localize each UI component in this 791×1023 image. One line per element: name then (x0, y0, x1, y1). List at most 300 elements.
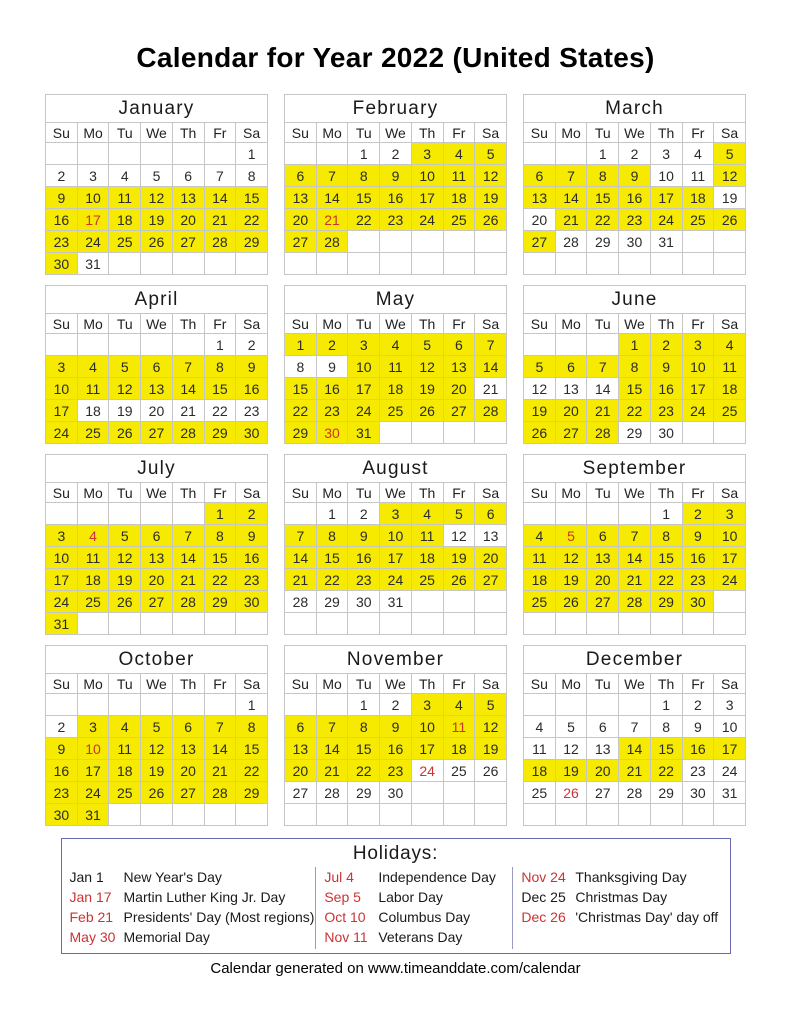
day-cell: 17 (411, 187, 443, 209)
day-cell: 22 (650, 569, 682, 591)
day-cell: 24 (77, 782, 109, 804)
weekday-header: Th (411, 674, 443, 694)
day-cell: 28 (172, 422, 204, 444)
weekday-row (285, 674, 507, 694)
week-row (524, 782, 746, 804)
day-cell: 2 (650, 334, 682, 356)
weekday-header: Sa (714, 123, 746, 143)
day-cell: 16 (619, 187, 651, 209)
day-cell: 23 (348, 569, 380, 591)
day-cell: 7 (316, 716, 348, 738)
week-row (285, 613, 507, 635)
weekday-header: Fr (682, 483, 714, 503)
day-cell: 6 (475, 503, 507, 525)
empty-day-cell (141, 143, 173, 165)
weekday-header: Th (650, 483, 682, 503)
day-cell: 23 (380, 760, 412, 782)
day-cell: 10 (77, 738, 109, 760)
day-cell: 4 (524, 716, 556, 738)
holidays-column-3 (512, 867, 729, 949)
day-cell: 11 (524, 547, 556, 569)
holiday-name: Independence Day (378, 869, 496, 885)
empty-day-cell (236, 253, 268, 275)
day-cell: 15 (348, 187, 380, 209)
empty-day-cell (650, 253, 682, 275)
day-cell: 23 (650, 400, 682, 422)
empty-day-cell (316, 694, 348, 716)
day-cell: 11 (109, 738, 141, 760)
day-cell: 21 (172, 400, 204, 422)
day-cell: 31 (380, 591, 412, 613)
day-cell: 12 (141, 738, 173, 760)
day-cell: 19 (475, 738, 507, 760)
empty-day-cell (77, 503, 109, 525)
day-cell: 3 (46, 356, 78, 378)
day-cell: 14 (172, 378, 204, 400)
month-title-row (285, 95, 507, 123)
day-cell: 28 (204, 782, 236, 804)
day-cell: 12 (109, 547, 141, 569)
day-cell: 25 (77, 422, 109, 444)
day-cell: 3 (77, 165, 109, 187)
weekday-row (524, 483, 746, 503)
weekday-header: Th (650, 314, 682, 334)
day-cell: 31 (46, 613, 78, 635)
holiday-entry (324, 887, 506, 907)
day-cell: 8 (587, 165, 619, 187)
empty-day-cell (46, 143, 78, 165)
empty-day-cell (236, 613, 268, 635)
weekday-header: We (380, 674, 412, 694)
week-row (524, 187, 746, 209)
day-cell: 9 (619, 165, 651, 187)
day-cell: 28 (475, 400, 507, 422)
empty-day-cell (524, 804, 556, 826)
week-row (524, 400, 746, 422)
empty-day-cell (443, 231, 475, 253)
week-row (524, 547, 746, 569)
month-title: June (524, 286, 746, 314)
day-cell: 5 (475, 143, 507, 165)
day-cell: 4 (109, 165, 141, 187)
holidays-column-2 (315, 867, 512, 949)
day-cell: 11 (682, 165, 714, 187)
day-cell: 23 (682, 760, 714, 782)
holiday-date: Jan 17 (69, 889, 112, 905)
day-cell: 13 (524, 187, 556, 209)
day-cell: 25 (714, 400, 746, 422)
day-cell: 8 (204, 525, 236, 547)
empty-day-cell (172, 694, 204, 716)
weekday-header: Sa (236, 123, 268, 143)
day-cell: 27 (555, 422, 587, 444)
weekday-header: Tu (348, 483, 380, 503)
month-february (284, 94, 507, 275)
empty-day-cell (204, 143, 236, 165)
empty-day-cell (204, 253, 236, 275)
week-row (46, 716, 268, 738)
day-cell: 26 (475, 209, 507, 231)
weekday-header: Su (524, 314, 556, 334)
weekday-header: Tu (109, 483, 141, 503)
weekday-header: Fr (204, 123, 236, 143)
day-cell: 31 (77, 253, 109, 275)
empty-day-cell (141, 503, 173, 525)
week-row (46, 165, 268, 187)
weekday-header: Mo (77, 483, 109, 503)
day-cell: 17 (46, 400, 78, 422)
day-cell: 3 (77, 716, 109, 738)
day-cell: 14 (316, 738, 348, 760)
day-cell: 5 (443, 503, 475, 525)
day-cell: 9 (316, 356, 348, 378)
empty-day-cell (380, 253, 412, 275)
day-cell: 22 (236, 760, 268, 782)
footer-note: Calendar generated on www.timeanddate.com/calendar (210, 960, 581, 977)
empty-day-cell (524, 613, 556, 635)
empty-day-cell (285, 613, 317, 635)
day-cell: 20 (555, 400, 587, 422)
day-cell: 20 (475, 547, 507, 569)
day-cell: 9 (46, 187, 78, 209)
day-cell: 10 (650, 165, 682, 187)
day-cell: 8 (348, 716, 380, 738)
weekday-header: We (141, 483, 173, 503)
weekday-header: Sa (475, 483, 507, 503)
day-cell: 30 (236, 591, 268, 613)
empty-day-cell (172, 143, 204, 165)
week-row (285, 143, 507, 165)
day-cell: 8 (619, 356, 651, 378)
week-row (285, 694, 507, 716)
empty-day-cell (587, 613, 619, 635)
day-cell: 15 (236, 187, 268, 209)
day-cell: 25 (524, 782, 556, 804)
day-cell: 12 (443, 525, 475, 547)
day-cell: 18 (682, 187, 714, 209)
day-cell: 17 (650, 187, 682, 209)
weekday-header: Th (411, 123, 443, 143)
empty-day-cell (285, 253, 317, 275)
empty-day-cell (682, 231, 714, 253)
day-cell: 29 (348, 782, 380, 804)
day-cell: 7 (587, 356, 619, 378)
empty-day-cell (77, 694, 109, 716)
month-september (523, 454, 746, 635)
day-cell: 22 (285, 400, 317, 422)
holiday-date: Nov 24 (521, 869, 566, 885)
day-cell: 25 (380, 400, 412, 422)
weekday-header: Th (172, 123, 204, 143)
holiday-entry (324, 927, 506, 947)
month-november (284, 645, 507, 826)
holiday-entry (70, 927, 310, 947)
day-cell: 9 (682, 525, 714, 547)
month-october (45, 645, 268, 826)
day-cell: 19 (475, 187, 507, 209)
day-cell: 23 (46, 231, 78, 253)
week-row (285, 760, 507, 782)
empty-day-cell (555, 694, 587, 716)
day-cell: 28 (172, 591, 204, 613)
day-cell: 13 (141, 547, 173, 569)
week-row (46, 591, 268, 613)
week-row (524, 525, 746, 547)
empty-day-cell (650, 613, 682, 635)
empty-day-cell (285, 143, 317, 165)
day-cell: 18 (524, 569, 556, 591)
empty-day-cell (555, 503, 587, 525)
day-cell: 29 (650, 591, 682, 613)
weekday-header: Tu (587, 123, 619, 143)
day-cell: 2 (236, 503, 268, 525)
day-cell: 18 (714, 378, 746, 400)
day-cell: 1 (619, 334, 651, 356)
holiday-date: Nov 11 (324, 929, 368, 945)
week-row (524, 209, 746, 231)
day-cell: 16 (682, 547, 714, 569)
week-row (285, 503, 507, 525)
week-row (46, 738, 268, 760)
month-title-row (46, 646, 268, 674)
empty-day-cell (77, 334, 109, 356)
month-december (523, 645, 746, 826)
week-row (46, 569, 268, 591)
holiday-name: Thanksgiving Day (575, 869, 687, 885)
empty-day-cell (316, 613, 348, 635)
weekday-header: Mo (555, 674, 587, 694)
empty-day-cell (172, 253, 204, 275)
day-cell: 18 (77, 569, 109, 591)
day-cell: 8 (285, 356, 317, 378)
day-cell: 21 (316, 209, 348, 231)
empty-day-cell (411, 804, 443, 826)
week-row (46, 804, 268, 826)
weekday-header: Tu (348, 674, 380, 694)
day-cell: 15 (650, 547, 682, 569)
weekday-row (524, 674, 746, 694)
day-cell: 13 (475, 525, 507, 547)
day-cell: 4 (443, 694, 475, 716)
day-cell: 22 (650, 760, 682, 782)
day-cell: 24 (411, 209, 443, 231)
day-cell: 5 (141, 165, 173, 187)
weekday-header: Su (285, 314, 317, 334)
month-title: August (285, 455, 507, 483)
day-cell: 10 (348, 356, 380, 378)
holiday-entry (70, 867, 310, 887)
week-row (524, 591, 746, 613)
holiday-date: Dec 26 (521, 909, 566, 925)
empty-day-cell (348, 253, 380, 275)
day-cell: 27 (443, 400, 475, 422)
month-january (45, 94, 268, 275)
day-cell: 27 (587, 782, 619, 804)
weekday-row (285, 483, 507, 503)
empty-day-cell (714, 613, 746, 635)
day-cell: 4 (411, 503, 443, 525)
empty-day-cell (109, 334, 141, 356)
day-cell: 10 (46, 547, 78, 569)
day-cell: 20 (587, 569, 619, 591)
months-grid (0, 94, 791, 826)
week-row (524, 378, 746, 400)
day-cell: 11 (443, 716, 475, 738)
holidays-column-1 (62, 867, 316, 949)
day-cell: 6 (587, 716, 619, 738)
day-cell: 18 (443, 738, 475, 760)
day-cell: 11 (443, 165, 475, 187)
month-title-row (285, 286, 507, 314)
day-cell: 14 (555, 187, 587, 209)
empty-day-cell (475, 591, 507, 613)
weekday-header: We (141, 314, 173, 334)
empty-day-cell (587, 253, 619, 275)
day-cell: 2 (619, 143, 651, 165)
weekday-header: Tu (587, 674, 619, 694)
day-cell: 7 (204, 165, 236, 187)
weekday-header: Sa (475, 314, 507, 334)
weekday-header: Th (172, 674, 204, 694)
month-title-row (285, 455, 507, 483)
empty-day-cell (236, 804, 268, 826)
day-cell: 1 (348, 143, 380, 165)
day-cell: 21 (285, 569, 317, 591)
empty-day-cell (204, 694, 236, 716)
weekday-header: Fr (204, 314, 236, 334)
weekday-header: Mo (555, 483, 587, 503)
day-cell: 22 (316, 569, 348, 591)
day-cell: 13 (141, 378, 173, 400)
week-row (285, 378, 507, 400)
day-cell: 7 (619, 716, 651, 738)
day-cell: 8 (236, 716, 268, 738)
weekday-header: Tu (348, 123, 380, 143)
day-cell: 17 (348, 378, 380, 400)
day-cell: 13 (172, 738, 204, 760)
day-cell: 25 (109, 782, 141, 804)
day-cell: 24 (411, 760, 443, 782)
week-row (285, 525, 507, 547)
empty-day-cell (714, 231, 746, 253)
day-cell: 20 (443, 378, 475, 400)
day-cell: 10 (77, 187, 109, 209)
day-cell: 3 (348, 334, 380, 356)
empty-day-cell (443, 253, 475, 275)
day-cell: 20 (172, 209, 204, 231)
day-cell: 11 (109, 187, 141, 209)
day-cell: 27 (172, 782, 204, 804)
month-title-row (524, 455, 746, 483)
empty-day-cell (380, 804, 412, 826)
month-june (523, 285, 746, 444)
day-cell: 15 (587, 187, 619, 209)
day-cell: 13 (285, 738, 317, 760)
day-cell: 3 (682, 334, 714, 356)
holiday-entry (324, 907, 506, 927)
week-row (524, 716, 746, 738)
day-cell: 22 (348, 209, 380, 231)
day-cell: 4 (109, 716, 141, 738)
month-july (45, 454, 268, 635)
holidays-columns (62, 867, 730, 949)
weekday-header: Su (46, 123, 78, 143)
day-cell: 4 (682, 143, 714, 165)
weekday-header: Th (650, 123, 682, 143)
empty-day-cell (524, 334, 556, 356)
weekday-header: Tu (587, 483, 619, 503)
week-row (46, 760, 268, 782)
holiday-name: 'Christmas Day' day off (575, 909, 719, 925)
weekday-row (285, 314, 507, 334)
day-cell: 12 (714, 165, 746, 187)
day-cell: 19 (411, 378, 443, 400)
weekday-header: Su (285, 674, 317, 694)
empty-day-cell (141, 613, 173, 635)
day-cell: 4 (524, 525, 556, 547)
day-cell: 28 (316, 782, 348, 804)
weekday-header: Fr (682, 674, 714, 694)
day-cell: 7 (316, 165, 348, 187)
day-cell: 3 (650, 143, 682, 165)
day-cell: 20 (524, 209, 556, 231)
day-cell: 7 (475, 334, 507, 356)
day-cell: 1 (204, 334, 236, 356)
empty-day-cell (475, 422, 507, 444)
day-cell: 15 (285, 378, 317, 400)
day-cell: 24 (46, 422, 78, 444)
weekday-header: Th (411, 314, 443, 334)
week-row (46, 782, 268, 804)
month-title: May (285, 286, 507, 314)
weekday-header: Sa (236, 674, 268, 694)
day-cell: 7 (172, 356, 204, 378)
weekday-header: Sa (236, 483, 268, 503)
weekday-header: Sa (475, 674, 507, 694)
day-cell: 27 (172, 231, 204, 253)
day-cell: 23 (316, 400, 348, 422)
month-title: December (524, 646, 746, 674)
weekday-header: Mo (316, 123, 348, 143)
day-cell: 10 (682, 356, 714, 378)
day-cell: 24 (46, 591, 78, 613)
weekday-header: Su (46, 314, 78, 334)
week-row (46, 356, 268, 378)
month-may (284, 285, 507, 444)
day-cell: 26 (109, 591, 141, 613)
week-row (524, 804, 746, 826)
holiday-date: May 30 (69, 929, 116, 945)
day-cell: 12 (141, 187, 173, 209)
week-row (524, 356, 746, 378)
day-cell: 27 (524, 231, 556, 253)
weekday-header: Tu (348, 314, 380, 334)
day-cell: 30 (682, 782, 714, 804)
month-title-row (524, 95, 746, 123)
weekday-header: Sa (714, 483, 746, 503)
day-cell: 25 (411, 569, 443, 591)
day-cell: 23 (236, 400, 268, 422)
week-row (46, 422, 268, 444)
day-cell: 27 (285, 782, 317, 804)
empty-day-cell (285, 694, 317, 716)
weekday-header: Th (650, 674, 682, 694)
weekday-header: We (619, 674, 651, 694)
day-cell: 29 (587, 231, 619, 253)
day-cell: 31 (714, 782, 746, 804)
day-cell: 26 (555, 782, 587, 804)
day-cell: 18 (109, 760, 141, 782)
